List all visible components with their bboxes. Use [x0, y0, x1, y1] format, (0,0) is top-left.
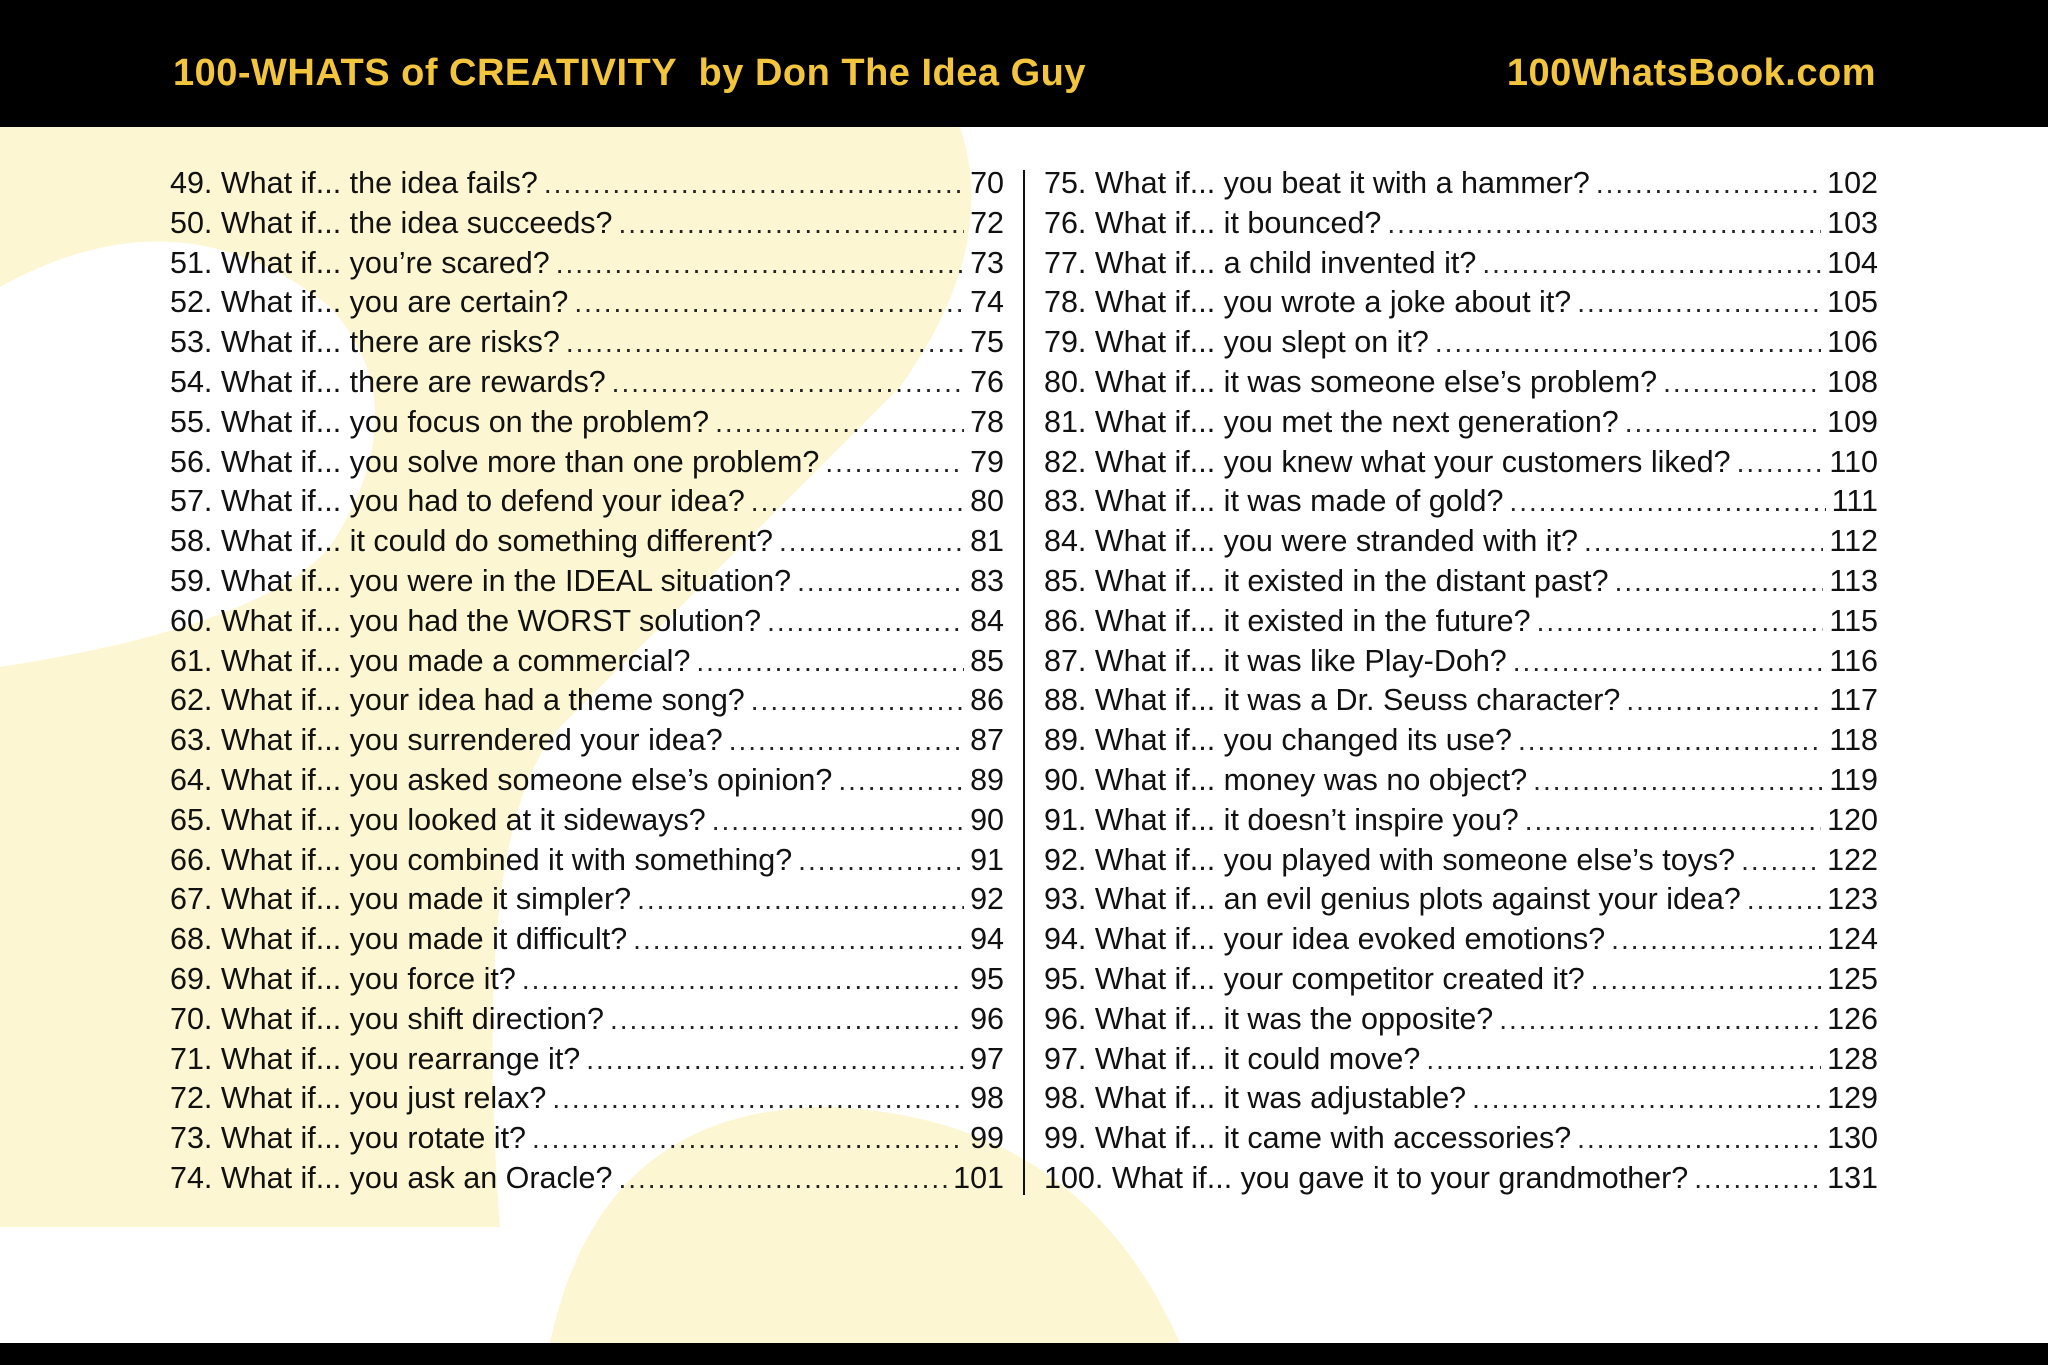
toc-entry-label: 55. What if... you focus on the problem?	[170, 404, 710, 439]
dot-leader	[751, 685, 964, 717]
toc-entry-page-number: 94	[970, 922, 1004, 957]
toc-entry	[1044, 365, 1878, 405]
toc-entry-label: 95. What if... your competitor created it?	[1044, 961, 1585, 996]
toc-entry-label: 93. What if... an evil genius plots against your idea?	[1044, 882, 1741, 917]
toc-entry-page-number: 87	[970, 723, 1004, 758]
toc-entry-page-number: 72	[970, 205, 1004, 240]
toc-entry	[170, 1002, 1004, 1042]
toc-entry-label: 71. What if... you rearrange it?	[170, 1041, 581, 1076]
toc-entry	[1044, 1042, 1878, 1082]
toc-entry-label: 75. What if... you beat it with a hammer?	[1044, 166, 1590, 200]
toc-entry	[170, 484, 1004, 524]
toc-entry-label: 70. What if... you shift direction?	[170, 1001, 604, 1036]
bottom-bar	[0, 1343, 2048, 1365]
toc-entry	[1044, 246, 1878, 286]
dot-leader	[552, 1083, 964, 1115]
toc-entry-page-number: 78	[970, 404, 1004, 439]
toc-entry-page-number: 90	[970, 802, 1004, 837]
toc-entry-label: 69. What if... you force it?	[170, 961, 516, 996]
toc-entry-page-number: 80	[970, 484, 1004, 519]
toc-entry-page-number: 108	[1827, 364, 1878, 399]
dot-leader	[1518, 725, 1823, 757]
toc-entry	[1044, 524, 1878, 564]
toc-entry	[170, 803, 1004, 843]
toc-entry-page-number: 92	[970, 882, 1004, 917]
toc-entry	[170, 763, 1004, 803]
toc-entry	[1044, 604, 1878, 644]
toc-entry-label: 96. What if... it was the opposite?	[1044, 1001, 1494, 1036]
toc-entry-label: 66. What if... you combined it with something?	[170, 842, 793, 877]
toc-entry	[1044, 285, 1878, 325]
toc-entry-page-number: 120	[1827, 802, 1878, 837]
dot-leader	[1482, 248, 1821, 280]
toc-entry-label: 76. What if... it bounced?	[1044, 205, 1382, 240]
toc-entry-label: 63. What if... you surrendered your idea?	[170, 723, 723, 758]
toc-entry-label: 52. What if... you are certain?	[170, 285, 569, 320]
toc-entry	[1044, 1121, 1878, 1161]
dot-leader	[779, 526, 964, 558]
toc-entry	[1044, 405, 1878, 445]
dot-leader	[838, 765, 964, 797]
toc-entry-label: 73. What if... you rotate it?	[170, 1121, 527, 1156]
toc-entry-page-number: 101	[953, 1160, 1004, 1195]
toc-entry-page-number: 81	[970, 524, 1004, 559]
toc-entry	[170, 1081, 1004, 1121]
toc-entry-page-number: 125	[1827, 961, 1878, 996]
toc-entry	[1044, 723, 1878, 763]
toc-entry	[170, 1042, 1004, 1082]
dot-leader	[1741, 845, 1821, 877]
dot-leader	[566, 327, 964, 359]
dot-leader	[825, 447, 964, 479]
toc-entry-label: 98. What if... it was adjustable?	[1044, 1081, 1467, 1116]
dot-leader	[618, 1163, 947, 1195]
toc-entry-label: 64. What if... you asked someone else’s opinion?	[170, 762, 833, 797]
toc-entry	[170, 166, 1004, 206]
toc-entry-page-number: 128	[1827, 1041, 1878, 1076]
toc-entry	[1044, 166, 1878, 206]
toc-entry-label: 51. What if... you’re scared?	[170, 245, 550, 280]
dot-leader	[715, 407, 964, 439]
toc-entry	[170, 644, 1004, 684]
dot-leader	[586, 1044, 964, 1076]
toc-entry-label: 68. What if... you made it difficult?	[170, 922, 628, 957]
toc-entry	[170, 365, 1004, 405]
toc-entry-page-number: 123	[1827, 882, 1878, 917]
toc-entry-page-number: 75	[970, 325, 1004, 360]
toc-entry	[1044, 325, 1878, 365]
dot-leader	[1577, 1123, 1821, 1155]
dot-leader	[1611, 924, 1821, 956]
dot-leader	[1426, 1044, 1821, 1076]
toc-entry-page-number: 99	[970, 1121, 1004, 1156]
toc-entry-label: 99. What if... it came with accessories?	[1044, 1121, 1572, 1156]
dot-leader	[1472, 1083, 1821, 1115]
dot-leader	[1615, 566, 1824, 598]
toc-entry-label: 58. What if... it could do something different?	[170, 524, 774, 559]
toc-entry-label: 56. What if... you solve more than one problem?	[170, 444, 820, 479]
toc-entry	[170, 445, 1004, 485]
dot-leader	[1387, 208, 1821, 240]
toc-entry-page-number: 104	[1827, 245, 1878, 280]
toc-entry	[170, 922, 1004, 962]
dot-leader	[712, 805, 964, 837]
dot-leader	[612, 367, 964, 399]
dot-leader	[1435, 327, 1821, 359]
toc-entry-page-number: 91	[970, 842, 1004, 877]
toc-entry-label: 67. What if... you made it simpler?	[170, 882, 632, 917]
toc-entry-page-number: 74	[970, 285, 1004, 320]
toc-entry-label: 81. What if... you met the next generation?	[1044, 404, 1619, 439]
dot-leader	[1596, 168, 1821, 200]
toc-entry-page-number: 115	[1829, 603, 1878, 638]
toc-entry	[170, 723, 1004, 763]
toc-entry-page-number: 130	[1827, 1121, 1878, 1156]
dot-leader	[1533, 765, 1823, 797]
dot-leader	[1694, 1163, 1821, 1195]
toc-entry-label: 61. What if... you made a commercial?	[170, 643, 691, 678]
toc-entry	[170, 524, 1004, 564]
dot-leader	[767, 606, 964, 638]
toc-entry	[170, 962, 1004, 1002]
toc-entry	[1044, 763, 1878, 803]
toc-entry-page-number: 86	[970, 683, 1004, 718]
dot-leader	[574, 287, 964, 319]
toc-entry-page-number: 95	[970, 961, 1004, 996]
dot-leader	[797, 566, 964, 598]
toc-entry-page-number: 97	[970, 1041, 1004, 1076]
toc-entry	[170, 325, 1004, 365]
dot-leader	[1513, 646, 1824, 678]
dot-leader	[1747, 884, 1821, 916]
dot-leader	[1525, 805, 1821, 837]
dot-leader	[696, 646, 964, 678]
toc-entry-page-number: 110	[1829, 444, 1878, 479]
toc-entry-label: 60. What if... you had the WORST solution?	[170, 603, 762, 638]
toc-entry-page-number: 79	[970, 444, 1004, 479]
toc-entry	[170, 405, 1004, 445]
toc-entry	[170, 683, 1004, 723]
dot-leader	[1626, 685, 1823, 717]
toc-entry	[1044, 843, 1878, 883]
toc-entry-page-number: 102	[1827, 166, 1878, 200]
toc-entry-label: 59. What if... you were in the IDEAL situation?	[170, 563, 792, 598]
column-divider	[1023, 170, 1025, 1195]
toc-entry-page-number: 89	[970, 762, 1004, 797]
toc-entry-label: 85. What if... it existed in the distant past?	[1044, 563, 1609, 598]
toc-entry	[170, 1161, 1004, 1201]
toc-entry-page-number: 124	[1827, 922, 1878, 957]
toc-entry	[1044, 644, 1878, 684]
toc-entry	[1044, 922, 1878, 962]
toc-entry	[1044, 206, 1878, 246]
toc-entry-page-number: 76	[970, 364, 1004, 399]
toc-entry-page-number: 126	[1827, 1001, 1878, 1036]
dot-leader	[1537, 606, 1824, 638]
toc-entry-label: 62. What if... your idea had a theme song?	[170, 683, 745, 718]
toc-entry	[1044, 445, 1878, 485]
dot-leader	[1737, 447, 1824, 479]
toc-entry-label: 77. What if... a child invented it?	[1044, 245, 1477, 280]
toc-entry-page-number: 84	[970, 603, 1004, 638]
toc-entry-label: 100. What if... you gave it to your grandmother?	[1044, 1160, 1689, 1195]
toc-right-column	[1044, 166, 1878, 1201]
toc-entry-page-number: 98	[970, 1081, 1004, 1116]
toc-entry-label: 78. What if... you wrote a joke about it?	[1044, 285, 1572, 320]
toc-entry	[170, 564, 1004, 604]
dot-leader	[556, 248, 964, 280]
toc-entry-page-number: 105	[1827, 285, 1878, 320]
toc-entry	[170, 843, 1004, 883]
toc-entry-page-number: 113	[1829, 563, 1878, 598]
toc-entry	[170, 1121, 1004, 1161]
toc-entry-label: 87. What if... it was like Play-Doh?	[1044, 643, 1507, 678]
dot-leader	[798, 845, 964, 877]
dot-leader	[610, 1004, 964, 1036]
toc-entry	[1044, 484, 1878, 524]
toc-entry-page-number: 118	[1829, 723, 1878, 758]
dot-leader	[729, 725, 964, 757]
header-bar	[0, 0, 2048, 127]
toc-entry-page-number: 117	[1829, 683, 1878, 718]
toc-entry-label: 79. What if... you slept on it?	[1044, 325, 1429, 360]
toc-entry	[1044, 564, 1878, 604]
dot-leader	[619, 208, 965, 240]
toc-entry-label: 89. What if... you changed its use?	[1044, 723, 1512, 758]
toc-entry-page-number: 85	[970, 643, 1004, 678]
toc-entry-page-number: 131	[1827, 1160, 1878, 1195]
toc-entry-page-number: 119	[1829, 762, 1878, 797]
dot-leader	[633, 924, 964, 956]
dot-leader	[544, 168, 964, 200]
toc-entry	[1044, 1161, 1878, 1201]
toc-entry-label: 54. What if... there are rewards?	[170, 364, 606, 399]
dot-leader	[522, 964, 964, 996]
dot-leader	[1584, 526, 1823, 558]
toc-entry	[1044, 1081, 1878, 1121]
toc-entry-label: 90. What if... money was no object?	[1044, 762, 1528, 797]
toc-entry-label: 83. What if... it was made of gold?	[1044, 484, 1504, 519]
toc-entry	[1044, 962, 1878, 1002]
toc-entry-page-number: 129	[1827, 1081, 1878, 1116]
toc-entry-label: 53. What if... there are risks?	[170, 325, 560, 360]
toc-entry	[170, 285, 1004, 325]
toc-entry-label: 84. What if... you were stranded with it?	[1044, 524, 1579, 559]
toc-entry-label: 50. What if... the idea succeeds?	[170, 205, 613, 240]
toc-entry-page-number: 122	[1827, 842, 1878, 877]
toc-entry-label: 49. What if... the idea fails?	[170, 166, 538, 200]
toc-entry-page-number: 116	[1829, 643, 1878, 678]
dot-leader	[751, 486, 964, 518]
dot-leader	[1499, 1004, 1821, 1036]
toc-entry	[170, 246, 1004, 286]
toc-entry-page-number: 106	[1827, 325, 1878, 360]
toc-entry-page-number: 70	[970, 166, 1004, 200]
toc-entry	[170, 206, 1004, 246]
toc-entry-label: 82. What if... you knew what your customers liked?	[1044, 444, 1731, 479]
toc-entry	[1044, 683, 1878, 723]
toc-entry	[1044, 1002, 1878, 1042]
toc-entry-page-number: 109	[1827, 404, 1878, 439]
dot-leader	[532, 1123, 964, 1155]
toc-entry-label: 74. What if... you ask an Oracle?	[170, 1160, 613, 1195]
dot-leader	[1663, 367, 1821, 399]
dot-leader	[637, 884, 964, 916]
toc-entry-label: 86. What if... it existed in the future?	[1044, 603, 1531, 638]
toc-entry-page-number: 111	[1831, 484, 1878, 519]
toc-entry	[170, 882, 1004, 922]
book-title: 100-WHATS of CREATIVITY by Don The Idea Guy	[173, 52, 1086, 94]
toc-entry-label: 97. What if... it could move?	[1044, 1041, 1421, 1076]
dot-leader	[1577, 287, 1821, 319]
website-link[interactable]: 100WhatsBook.com	[1506, 52, 1876, 94]
toc-entry-label: 80. What if... it was someone else’s problem?	[1044, 364, 1658, 399]
toc-entry	[1044, 882, 1878, 922]
dot-leader	[1509, 486, 1825, 518]
toc-entry-page-number: 103	[1827, 205, 1878, 240]
toc-entry-page-number: 112	[1829, 524, 1878, 559]
toc-entry	[170, 604, 1004, 644]
dot-leader	[1625, 407, 1821, 439]
toc-entry-label: 72. What if... you just relax?	[170, 1081, 547, 1116]
toc-entry-label: 94. What if... your idea evoked emotions?	[1044, 922, 1606, 957]
toc-entry-page-number: 96	[970, 1001, 1004, 1036]
dot-leader	[1591, 964, 1821, 996]
toc-entry-label: 65. What if... you looked at it sideways?	[170, 802, 706, 837]
toc-entry-label: 92. What if... you played with someone else’s toys?	[1044, 842, 1736, 877]
toc-entry-label: 57. What if... you had to defend your idea?	[170, 484, 745, 519]
toc-entry-label: 88. What if... it was a Dr. Seuss character?	[1044, 683, 1621, 718]
toc-entry	[1044, 803, 1878, 843]
toc-entry-page-number: 73	[970, 245, 1004, 280]
toc-left-column	[170, 166, 1004, 1201]
toc-entry-label: 91. What if... it doesn’t inspire you?	[1044, 802, 1519, 837]
toc-entry-page-number: 83	[970, 563, 1004, 598]
